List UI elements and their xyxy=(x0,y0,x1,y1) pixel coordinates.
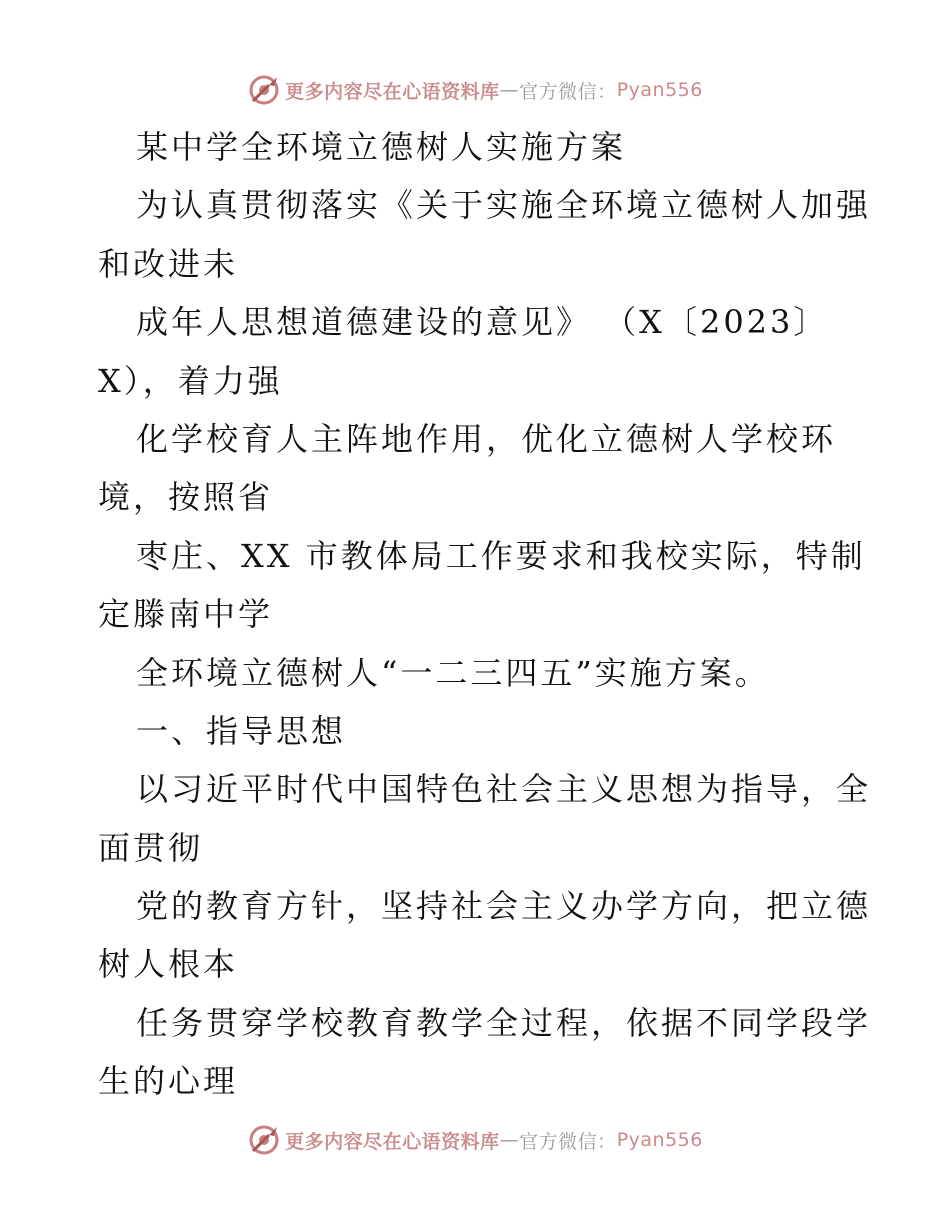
watermark-separator: — xyxy=(499,79,520,101)
watermark-wechat-id: Pyan556 xyxy=(616,79,703,101)
text-line: 生的心理 xyxy=(98,1062,239,1101)
document-body xyxy=(98,118,872,1111)
text-line: 全环境立德树人“一二三四五”实施方案。 xyxy=(136,653,770,692)
pen-logo-icon xyxy=(247,73,281,107)
section-heading: 一、指导思想 xyxy=(136,711,347,750)
text-line: 任务贯穿学校教育教学全过程，依据不同学段学 xyxy=(136,1003,872,1042)
pen-logo-icon xyxy=(247,1123,281,1157)
text-line: 和改进未 xyxy=(98,244,239,283)
text-line: 党的教育方针，坚持社会主义办学方向，把立德 xyxy=(136,887,872,926)
watermark-wechat-label: 官方微信： xyxy=(519,1130,617,1153)
document-title: 某中学全环境立德树人实施方案 xyxy=(136,128,627,166)
text-line: 枣庄、XX 市教体局工作要求和我校实际，特制 xyxy=(136,536,866,575)
header-watermark xyxy=(0,70,950,110)
text-line: 树人根本 xyxy=(98,945,239,984)
watermark-main-text: 更多内容尽在心语资料库 xyxy=(285,1130,500,1153)
watermark-main-text: 更多内容尽在心语资料库 xyxy=(285,80,500,103)
text-line: 境，按照省 xyxy=(98,478,274,517)
watermark-separator: — xyxy=(499,1129,520,1151)
text-line: 成年人思想道德建设的意见》 （X〔2023〕 xyxy=(136,303,829,342)
footer-watermark xyxy=(0,1120,950,1160)
watermark-wechat-id: Pyan556 xyxy=(616,1129,703,1151)
watermark-wechat-label: 官方微信： xyxy=(519,80,617,103)
text-line: 为认真贯彻落实《关于实施全环境立德树人加强 xyxy=(136,186,872,225)
text-line: 面贯彻 xyxy=(98,828,204,867)
text-line: 定滕南中学 xyxy=(98,595,274,634)
text-line: X），着力强 xyxy=(98,361,283,400)
text-line: 以习近平时代中国特色社会主义思想为指导，全 xyxy=(136,770,872,809)
text-line: 化学校育人主阵地作用，优化立德树人学校环 xyxy=(136,419,837,458)
